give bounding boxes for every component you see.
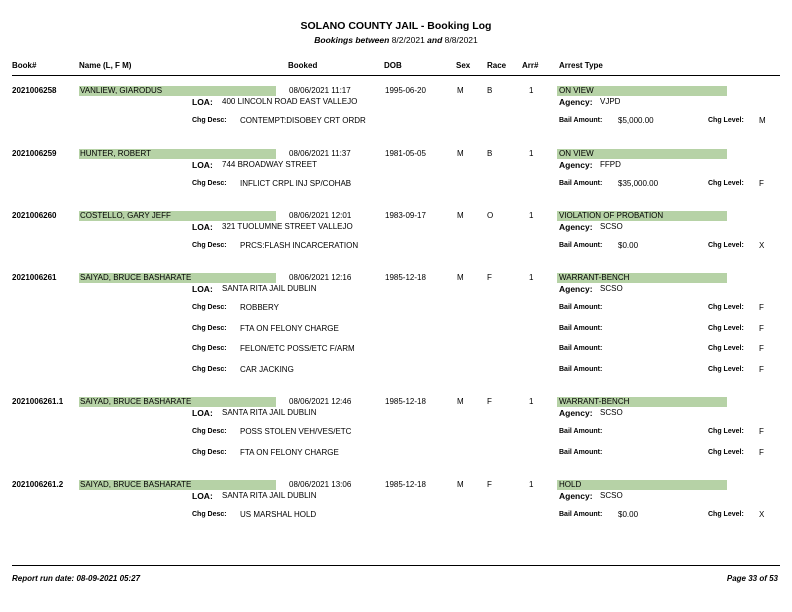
page-number: Page 33 of 53: [726, 574, 778, 583]
arrest-number: 1: [529, 149, 534, 158]
date-of-birth: 1995-06-20: [385, 86, 426, 95]
report-subtitle: [0, 35, 792, 45]
date-of-birth: 1983-09-17: [385, 211, 426, 220]
arrest-type: HOLD: [559, 480, 582, 489]
booked-datetime: 08/06/2021 12:46: [289, 397, 352, 406]
sex: M: [457, 86, 464, 95]
date-to: 8/8/2021: [444, 35, 478, 45]
charge-description: INFLICT CRPL INJ SP/COHAB: [240, 179, 352, 188]
charge-description: CAR JACKING: [240, 364, 294, 374]
charge-level: F: [759, 364, 764, 374]
charge-desc-label: Chg Desc:: [192, 242, 227, 249]
book-number: 2021006261.2: [12, 480, 64, 489]
charge-description: POSS STOLEN VEH/VES/ETC: [240, 427, 352, 436]
arresting-agency: SCSO: [600, 491, 623, 500]
charge-desc-label: Chg Desc:: [192, 117, 227, 124]
race: B: [487, 86, 493, 95]
date-from: 8/2/2021: [391, 35, 425, 45]
charge-description: FTA ON FELONY CHARGE: [240, 447, 339, 457]
footer-rule: [12, 565, 780, 566]
agency-label: Agency:: [559, 284, 593, 294]
charge-description: FELON/ETC POSS/ETC F/ARM: [240, 344, 355, 354]
book-number: 2021006258: [12, 86, 57, 95]
bail-amount-label: Bail Amount:: [559, 324, 603, 332]
charge-level-label: Chg Level:: [708, 242, 744, 249]
bail-amount: $0.00: [618, 241, 639, 250]
booked-datetime: 08/06/2021 11:17: [289, 86, 351, 95]
report-title: SOLANO COUNTY JAIL - Booking Log: [300, 20, 492, 32]
charge-level-label: Chg Level:: [708, 180, 744, 187]
header-race: Race: [487, 61, 507, 70]
header-book: Book#: [12, 61, 37, 70]
book-number: 2021006260: [12, 211, 57, 220]
location-of-arrest: SANTA RITA JAIL DUBLIN: [222, 284, 317, 293]
inmate-name: COSTELLO, GARY JEFF: [80, 211, 171, 220]
agency-label: Agency:: [559, 491, 593, 501]
sex: M: [457, 273, 464, 282]
bail-amount-label: Bail Amount:: [559, 304, 603, 311]
charge-level-label: Chg Level:: [708, 428, 744, 435]
booking-record: [0, 273, 792, 374]
charge-level: F: [759, 179, 764, 188]
charge-level-label: Chg Level:: [708, 448, 744, 456]
charge-description: CONTEMPT:DISOBEY CRT ORDR: [240, 116, 366, 125]
book-number: 2021006261: [12, 273, 57, 282]
loa-label: LOA:: [192, 160, 213, 170]
charge-level-label: Chg Level:: [708, 304, 744, 311]
date-of-birth: 1981-05-05: [385, 149, 426, 158]
charge-level-label: Chg Level:: [708, 365, 744, 373]
charge-desc-label: Chg Desc:: [192, 304, 227, 311]
inmate-name: SAIYAD, BRUCE BASHARATE: [80, 273, 192, 282]
charge-desc-label: Chg Desc:: [192, 428, 227, 435]
charge-description: US MARSHAL HOLD: [240, 510, 317, 519]
loa-label: LOA:: [192, 222, 213, 232]
bail-amount-label: Bail Amount:: [559, 345, 603, 353]
charge-level-label: Chg Level:: [708, 511, 744, 518]
race: O: [487, 211, 494, 220]
booked-datetime: 08/06/2021 12:01: [289, 211, 352, 220]
inmate-name: HUNTER, ROBERT: [80, 149, 151, 158]
charge-description: ROBBERY: [240, 303, 279, 312]
inmate-name: SAIYAD, BRUCE BASHARATE: [80, 397, 192, 406]
bail-amount: $35,000.00: [618, 179, 659, 188]
charge-level: X: [759, 241, 765, 250]
charge-desc-label: Chg Desc:: [192, 345, 227, 353]
bail-amount-label: Bail Amount:: [559, 448, 603, 456]
arrest-type-highlight: [557, 480, 727, 490]
arrest-number: 1: [529, 86, 534, 95]
bail-amount-label: Bail Amount:: [559, 428, 603, 435]
sex: M: [457, 211, 464, 220]
arrest-number: 1: [529, 211, 534, 220]
booked-datetime: 08/06/2021 12:16: [289, 273, 352, 282]
arrest-number: 1: [529, 480, 534, 489]
arrest-number: 1: [529, 273, 534, 282]
booked-datetime: 08/06/2021 11:37: [289, 149, 351, 158]
race: F: [487, 480, 492, 489]
agency-label: Agency:: [559, 97, 593, 107]
charge-level: F: [759, 344, 764, 354]
location-of-arrest: 321 TUOLUMNE STREET VALLEJO: [222, 222, 353, 231]
inmate-name: VANLIEW, GIARODUS: [80, 86, 163, 95]
arresting-agency: SCSO: [600, 222, 623, 231]
header-arrest-type: Arrest Type: [559, 61, 603, 70]
charge-level: F: [759, 447, 764, 457]
book-number: 2021006261.1: [12, 397, 64, 406]
loa-label: LOA:: [192, 491, 213, 501]
charge-desc-label: Chg Desc:: [192, 180, 227, 187]
header-dob: DOB: [384, 61, 402, 70]
arrest-type: VIOLATION OF PROBATION: [559, 211, 664, 220]
subtitle-prefix: Bookings between: [314, 35, 390, 45]
bail-amount-label: Bail Amount:: [559, 117, 603, 124]
arrest-type: WARRANT-BENCH: [559, 273, 630, 282]
sex: M: [457, 480, 464, 489]
bail-amount-label: Bail Amount:: [559, 242, 603, 249]
booking-record: [0, 480, 792, 519]
bail-amount-label: Bail Amount:: [559, 511, 603, 518]
agency-label: Agency:: [559, 160, 593, 170]
arresting-agency: VJPD: [600, 97, 621, 106]
agency-label: Agency:: [559, 408, 593, 418]
bail-amount: $0.00: [618, 510, 639, 519]
arresting-agency: FFPD: [600, 160, 621, 169]
bail-amount-label: Bail Amount:: [559, 365, 603, 373]
charge-description: FTA ON FELONY CHARGE: [240, 323, 339, 333]
charge-level: F: [759, 323, 764, 333]
location-of-arrest: 744 BROADWAY STREET: [222, 160, 317, 169]
charge-level: M: [759, 116, 766, 125]
arrest-type: ON VIEW: [559, 149, 594, 158]
date-of-birth: 1985-12-18: [385, 397, 426, 406]
header-arr: Arr#: [522, 61, 539, 70]
charge-desc-label: Chg Desc:: [192, 448, 227, 456]
booking-record: [0, 149, 792, 188]
charge-level: X: [759, 510, 765, 519]
date-of-birth: 1985-12-18: [385, 273, 426, 282]
loa-label: LOA:: [192, 97, 213, 107]
agency-label: Agency:: [559, 222, 593, 232]
booking-record: [0, 211, 792, 250]
location-of-arrest: SANTA RITA JAIL DUBLIN: [222, 491, 317, 500]
location-of-arrest: SANTA RITA JAIL DUBLIN: [222, 408, 317, 417]
header-booked: Booked: [288, 61, 318, 70]
charge-desc-label: Chg Desc:: [192, 511, 227, 518]
arrest-type: ON VIEW: [559, 86, 594, 95]
booked-datetime: 08/06/2021 13:06: [289, 480, 352, 489]
charge-desc-label: Chg Desc:: [192, 324, 227, 332]
charge-level: F: [759, 427, 764, 436]
location-of-arrest: 400 LINCOLN ROAD EAST VALLEJO: [222, 97, 358, 106]
header-name: Name (L, F M): [79, 61, 132, 70]
bail-amount: $5,000.00: [618, 116, 654, 125]
race: F: [487, 397, 492, 406]
date-of-birth: 1985-12-18: [385, 480, 426, 489]
arrest-type: WARRANT-BENCH: [559, 397, 630, 406]
loa-label: LOA:: [192, 408, 213, 418]
book-number: 2021006259: [12, 149, 57, 158]
charge-level-label: Chg Level:: [708, 345, 744, 353]
header-sex: Sex: [456, 61, 471, 70]
loa-label: LOA:: [192, 284, 213, 294]
inmate-name: SAIYAD, BRUCE BASHARATE: [80, 480, 192, 489]
charge-level-label: Chg Level:: [708, 324, 744, 332]
arresting-agency: SCSO: [600, 408, 623, 417]
booking-record: [0, 397, 792, 457]
bail-amount-label: Bail Amount:: [559, 180, 603, 187]
subtitle-and: and: [427, 35, 443, 45]
sex: M: [457, 149, 464, 158]
race: B: [487, 149, 493, 158]
charge-description: PRCS:FLASH INCARCERATION: [240, 241, 359, 250]
header-rule: [12, 75, 780, 76]
booking-record: [0, 86, 792, 125]
arrest-number: 1: [529, 397, 534, 406]
report-run-date: Report run date: 08-09-2021 05:27: [12, 574, 141, 583]
race: F: [487, 273, 492, 282]
charge-level: F: [759, 303, 764, 312]
sex: M: [457, 397, 464, 406]
charge-desc-label: Chg Desc:: [192, 365, 227, 373]
charge-level-label: Chg Level:: [708, 117, 744, 124]
arresting-agency: SCSO: [600, 284, 623, 293]
